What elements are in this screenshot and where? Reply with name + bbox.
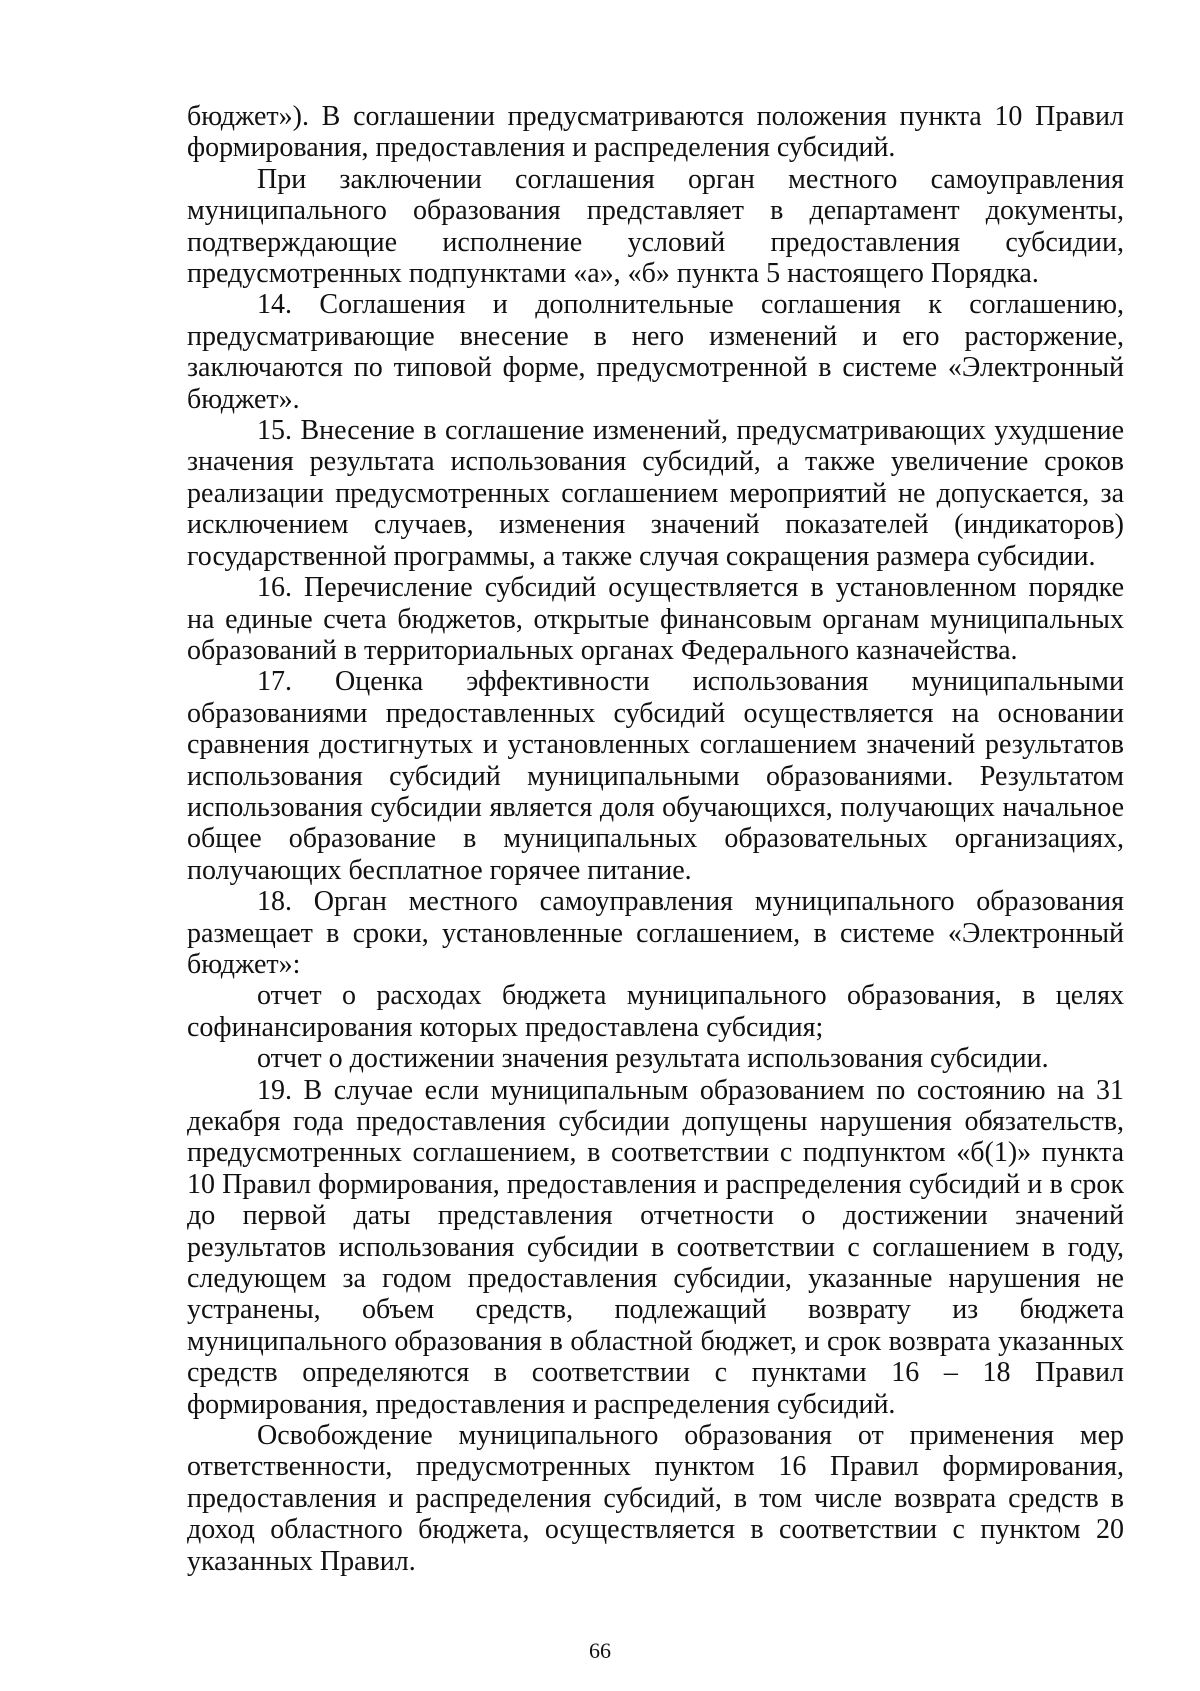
paragraph-18-report-result: отчет о достижении значения результата использования субсидии. bbox=[257, 1043, 1049, 1075]
paragraph-15: 15. Внесение в соглашение изменений, предусматривающих ухудшение значения результата использования субсидий, а также увеличение сроков реализации предусмотренных соглашением мероприятий не допускается, за исключением случаев, изменения значений показателей (индикаторов) государственной программы, а также случая сокращения размера субсидии. bbox=[187, 415, 1124, 572]
paragraph-14: 14. Соглашения и дополнительные соглашения к соглашению, предусматривающие внесение в него изменений и его расторжение, заключаются по типовой форме, предусмотренной в системе «Электронный бюджет». bbox=[187, 289, 1124, 415]
paragraph-16: 16. Перечисление субсидий осуществляется в установленном порядке на единые счета бюджетов, открытые финансовым органам муниципальных образований в территориальных органах Федерального казначейства. bbox=[187, 572, 1124, 666]
paragraph-agreement-documents: При заключении соглашения орган местного самоуправления муниципального образования представляет в департамент документы, подтверждающие исполнение условий предоставления субсидии, предусмотренных подпунктами «а», «б» пункта 5 настоящего Порядка. bbox=[187, 163, 1124, 290]
paragraph-17: 17. Оценка эффективности использования муниципальными образованиями предоставленных субсидий осуществляется на основании сравнения достигнутых и установленных соглашением значений результатов использования субсидий муниципальными образованиями. Результатом использования субсидии является доля обучающихся, получающих начальное общее образование в муниципальных образовательных организациях, получающих бесплатное горячее питание. bbox=[187, 666, 1124, 886]
page-number: 66 bbox=[589, 1638, 611, 1663]
document-body bbox=[187, 101, 1124, 1577]
paragraph-18: 18. Орган местного самоуправления муниципального образования размещает в сроки, установленные соглашением, в системе «Электронный бюджет»: bbox=[187, 886, 1124, 980]
paragraph-exemption: Освобождение муниципального образования от применения мер ответственности, предусмотренных пунктом 16 Правил формирования, предоставления и распределения субсидий, в том числе возврата средств в доход областного бюджета, осуществляется в соответствии с пунктом 20 указанных Правил. bbox=[187, 1420, 1124, 1577]
paragraph-18-report-expenses: отчет о расходах бюджета муниципального образования, в целях софинансирования которых предоставлена субсидия; bbox=[187, 980, 1124, 1043]
paragraph-19: 19. В случае если муниципальным образованием по состоянию на 31 декабря года предоставления субсидии допущены нарушения обязательств, предусмотренных соглашением, в соответствии с подпунктом «б(1)» пункта 10 Правил формирования, предоставления и распределения субсидий и в срок до первой даты представления отчетности о достижении значений результатов использования субсидии в соответствии с соглашением в году, следующем за годом предоставления субсидии, указанные нарушения не устранены, объем средств, подлежащий возврату из бюджета муниципального образования в областной бюджет, и срок возврата указанных средств определяются в соответствии с пунктами 16 – 18 Правил формирования, предоставления и распределения субсидий. bbox=[187, 1074, 1124, 1420]
paragraph-continuation: бюджет»). В соглашении предусматриваются положения пункта 10 Правил формирования, предоставления и распределения субсидий. bbox=[187, 101, 1124, 164]
